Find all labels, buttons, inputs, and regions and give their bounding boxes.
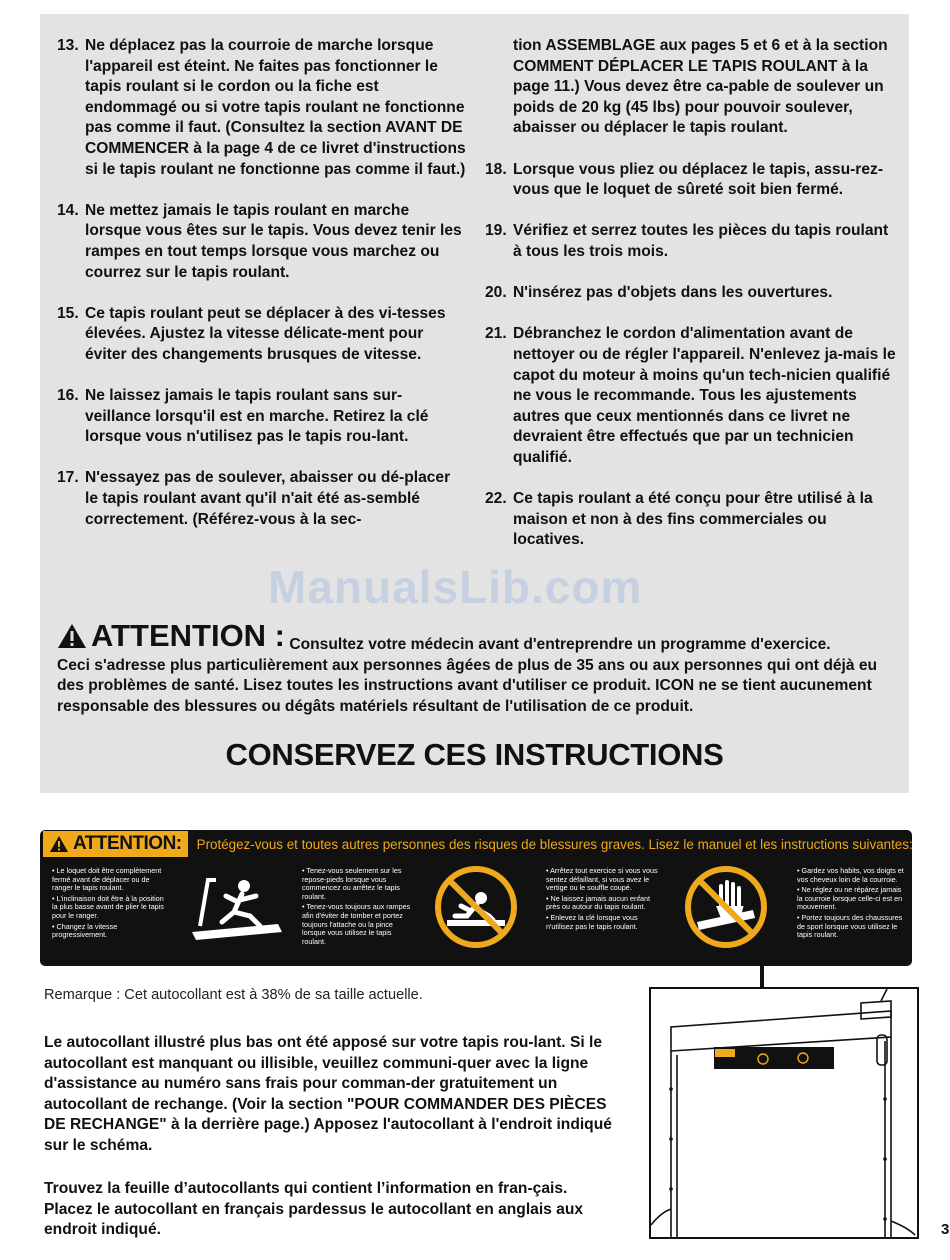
safety-item (485, 283, 900, 304)
safety-item (57, 201, 467, 283)
decal-bullet: • Ne réglez ou ne répárez jamais la courroie lorsque celle-ci est en mouvement. (797, 885, 903, 912)
item-text: Lorsque vous pliez ou déplacez le tapis, assu-rez-vous que le loquet de sûreté soit bien fermé. (513, 160, 884, 199)
treadmill-upright-drawing (651, 989, 917, 1237)
item-text: Vérifiez et serrez toutes les pièces du tapis roulant à tous les trois mois. (513, 222, 889, 260)
warning-triangle-icon (49, 835, 69, 853)
decal-badge (43, 831, 188, 857)
no-children-icon (433, 864, 519, 950)
french-decal-paragraph: Trouvez la feuille d’autocollants qui contient l’information en fran-çais. Placez le autocollant en français pardessus le autocollant en anglais aux endroit indiqué. (44, 1180, 584, 1239)
attention-heading (57, 618, 285, 654)
safety-instructions-panel (40, 14, 909, 793)
decal-text-col1 (52, 867, 164, 942)
item-number: 22. (485, 490, 507, 508)
item-number: 16. (57, 387, 79, 405)
item-number: 13. (57, 37, 79, 54)
item-number: 20. (485, 284, 507, 302)
attention-body: Ceci s'adresse plus particulièrement aux personnes âgées de plus de 35 ans ou aux personnes qui ont déjà eu des problèmes de santé. Lisez toutes les instructions avant d'utiliser ce produit. ICON ne se tient aucunement responsable des blessures ou dégâts matériels résultant de l'utilisation de ce produit. (57, 656, 878, 715)
page-number: 3 (941, 1221, 950, 1238)
decal-bullet: • Tenez-vous seulement sur les repose-pieds lorsque vous commencez ou arrêtez le tapis roulant. (302, 866, 402, 901)
item-number: 15. (57, 304, 79, 322)
decal-text-col3 (546, 867, 664, 933)
item-text: Débranchez le cordon d'alimentation avant de nettoyer ou de régler l'appareil. N'enlevez ja-mais le capot du moteur à moins qu'un tech-nicien qualifié ne vous le recommande. Tous les ajustements autres que ceux mentionnés dans ce livret ne devraient être effectués que par un technicien qualifié. (513, 325, 896, 466)
safety-item (485, 489, 900, 551)
safety-item (57, 304, 467, 366)
item-text: Ce tapis roulant a été conçu pour être utilisé à la maison et non à des fins commerciales ou locatives. (513, 490, 873, 549)
item-number: 19. (485, 222, 507, 240)
attention-block (57, 618, 897, 717)
decal-bullet: • Arrêtez tout exercice si vous vous sentez défaillant, si vous avez le vertige ou le souffle coupé. (546, 866, 658, 893)
decal-header (40, 830, 912, 858)
treadmill-fall-icon (186, 866, 294, 942)
item-text: Ce tapis roulant peut se déplacer à des vi-tesses élevées. Ajustez la vitesse délicate-ment pour éviter des changements brusques de vitesse. (85, 304, 446, 363)
no-hands-belt-icon (683, 864, 769, 950)
decal-bullet: • Le loquet doit être complètement fermé avant de déplacer ou de ranger le tapis roulant. (52, 866, 162, 893)
safety-column-right (485, 36, 900, 571)
item-text: Ne mettez jamais le tapis roulant en marche lorsque vous êtes sur le tapis. Vous devez tenir les rampes en tout temps lorsque vous marchez ou courrez sur le tapis roulant. (85, 201, 462, 281)
watermark: ManualsLib.com (268, 561, 643, 613)
decal-bullet: • Tenez-vous toujours aux rampes afin d'éviter de tomber et portez toujours l'attache ou la pince lorsque vous utilisez le tapis roulant. (302, 902, 411, 946)
safety-item (485, 160, 900, 201)
decal-bullet: • Gardez vos habits, vos doigts et vos cheveux loin de la courroie. (797, 866, 904, 884)
item-number: 14. (57, 201, 79, 219)
safety-column-left (57, 36, 467, 551)
safety-item (57, 386, 467, 448)
safety-item (485, 324, 900, 468)
decal-tagline: Protégez-vous et toutes autres personnes des risques de blessures graves. Lisez le manuel et les instructions suivantes: (196, 836, 913, 852)
item-text: Ne laissez jamais le tapis roulant sans sur-veillance lorsqu'il est en marche. Retirez la clé lorsque vous n'utilisez pas le tapis rou-lant. (85, 387, 429, 446)
item-17-continuation: tion ASSEMBLAGE aux pages 5 et 6 et à la section COMMENT DÉPLACER LE TAPIS ROULANT à la page 11.) Vous devez être ca-pable de soulever un poids de 20 kg (45 lbs) pour pouvoir soulever, abaisser ou déplacer le tapis roulant. (513, 37, 888, 137)
decal-replacement-paragraph: Le autocollant illustré plus bas ont été apposé sur votre tapis rou-lant. Si le autocollant est manquant ou illisible, veuillez communi-quer avec la ligne d'assistance au numéro sans frais pour comman-der gratuitement un autocollant de rechange. (Voir la section "POUR COMMANDER DES PIÈCES DE RECHANGE" à la derrière page.) Apposez l'autocollant à l'endroit indiqué sur le schéma. (44, 1034, 612, 1154)
attention-lead: Consultez votre médecin avant d'entreprendre un programme d'exercice. (289, 636, 831, 653)
decal-scale-note: Remarque : Cet autocollant est à 38% de sa taille actuelle. (44, 987, 423, 1003)
item-text: N'insérez pas d'objets dans les ouvertures. (513, 284, 833, 302)
item-number: 17. (57, 469, 79, 487)
safety-item (57, 468, 467, 530)
decal-bullet: • Portez toujours des chaussures de sport lorsque vous utilisez le tapis roulant. (797, 912, 903, 940)
keep-instructions-title: CONSERVEZ CES INSTRUCTIONS (225, 737, 724, 772)
item-number: 18. (485, 160, 507, 178)
item-text: N'essayez pas de soulever, abaisser ou dé-placer le tapis roulant avant qu'il n'ait été as-semblé correctement. (Référez-vous à la sec- (85, 469, 451, 528)
attention-word: ATTENTION : (91, 618, 286, 653)
safety-item (57, 36, 467, 180)
item-number: 21. (485, 325, 507, 343)
decal-bullet: • Ne laissez jamais aucun enfant près ou autour du tapis roulant. (546, 893, 650, 912)
decal-body (40, 862, 912, 962)
item-text: Ne déplacez pas la courroie de marche lorsque l'appareil est éteint. Ne faites pas fonctionner le tapis roulant si le cordon ou la fiche est endommagé ou si votre tapis roulant ne fonctionne pas comme il faut. (Consultez la section AVANT DE COMMENCER à la page 4 de ce livret d'instructions si le tapis roulant ne fonctionne pas comme il faut.) (85, 37, 466, 178)
warning-triangle-icon (57, 623, 87, 649)
warning-decal (40, 830, 912, 966)
decal-bullet: • Enlevez la clé lorsque vous n'utilisez pas le tapis roulant. (546, 912, 638, 931)
safety-item (485, 221, 900, 262)
decal-bullet: • Changez la vitesse progressivement. (52, 921, 118, 940)
decal-placement-diagram (649, 987, 919, 1239)
decal-bullet: • L'inclinaison doit être à la position la plus basse avant de plier le tapis pour le ranger. (52, 893, 164, 920)
decal-text-col2 (302, 867, 416, 948)
decal-badge-label: ATTENTION: (73, 833, 182, 854)
decal-text-col4 (797, 867, 907, 942)
